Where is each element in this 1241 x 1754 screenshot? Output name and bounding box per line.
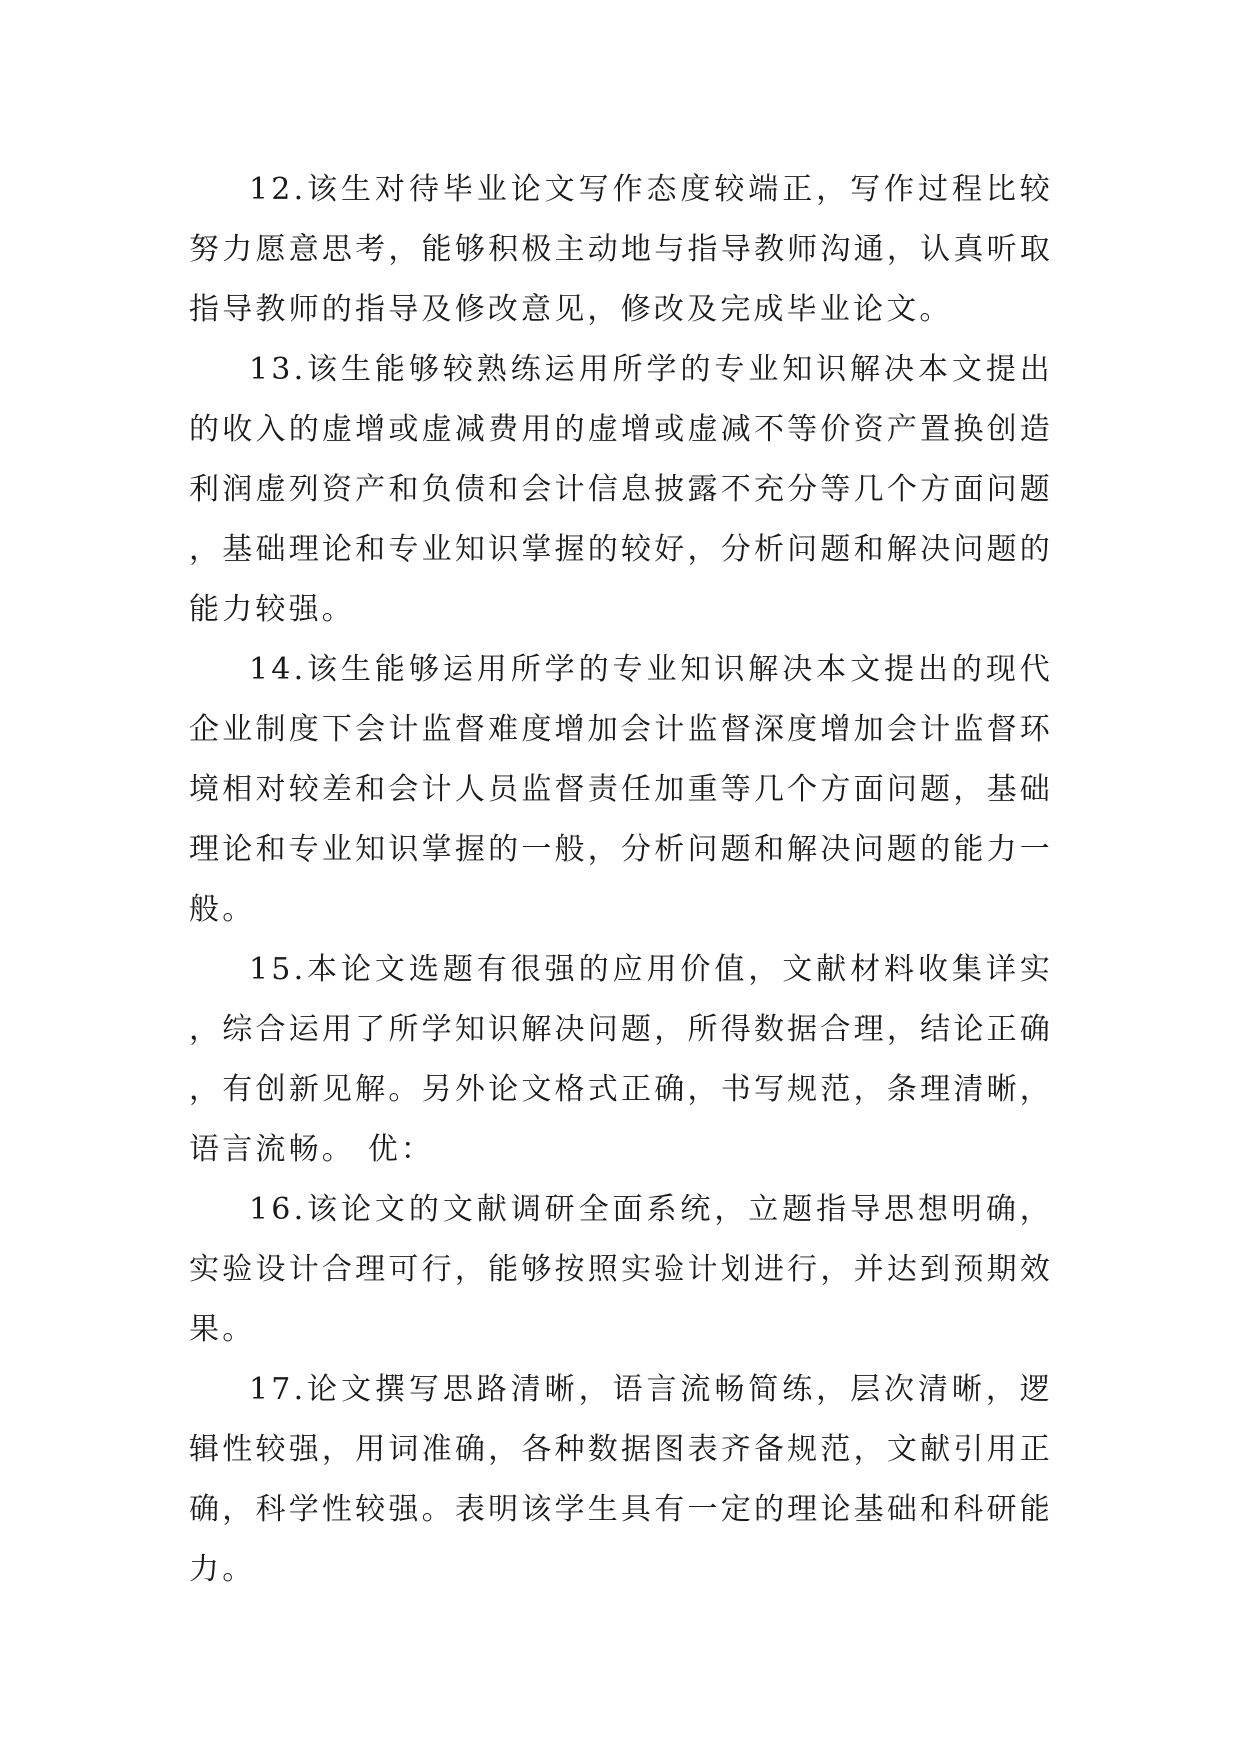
paragraph-number: 17. <box>249 1372 307 1407</box>
paragraph-13 <box>189 340 1053 640</box>
paragraph-15 <box>189 940 1053 1180</box>
paragraph-text: 本论文选题有很强的应用价值，文献材料收集详实，综合运用了所学知识解决问题，所得数据合理，结论正确，有创新见解。另外论文格式正确，书写规范，条理清晰，语言流畅。 优： <box>189 952 1053 1167</box>
paragraph-12 <box>189 160 1053 340</box>
paragraph-17 <box>189 1360 1053 1600</box>
paragraph-text: 该论文的文献调研全面系统，立题指导思想明确，实验设计合理可行，能够按照实验计划进行，并达到预期效果。 <box>189 1192 1053 1347</box>
paragraph-text: 该生对待毕业论文写作态度较端正，写作过程比较努力愿意思考，能够积极主动地与指导教师沟通，认真听取指导教师的指导及修改意见，修改及完成毕业论文。 <box>189 172 1053 327</box>
paragraph-number: 14. <box>249 652 307 687</box>
paragraph-16 <box>189 1180 1053 1360</box>
document-body <box>189 160 1053 1600</box>
paragraph-number: 16. <box>249 1192 307 1227</box>
paragraph-number: 15. <box>249 952 307 987</box>
paragraph-number: 12. <box>249 172 307 207</box>
paragraph-number: 13. <box>249 352 307 387</box>
paragraph-14 <box>189 640 1053 940</box>
paragraph-text: 该生能够运用所学的专业知识解决本文提出的现代企业制度下会计监督难度增加会计监督深度增加会计监督环境相对较差和会计人员监督责任加重等几个方面问题，基础理论和专业知识掌握的一般，分析问题和解决问题的能力一般。 <box>189 652 1053 927</box>
paragraph-text: 论文撰写思路清晰，语言流畅简练，层次清晰，逻辑性较强，用词准确，各种数据图表齐备规范，文献引用正确，科学性较强。表明该学生具有一定的理论基础和科研能力。 <box>189 1372 1053 1587</box>
paragraph-text: 该生能够较熟练运用所学的专业知识解决本文提出的收入的虚增或虚减费用的虚增或虚减不等价资产置换创造利润虚列资产和负债和会计信息披露不充分等几个方面问题，基础理论和专业知识掌握的较好，分析问题和解决问题的能力较强。 <box>189 352 1053 627</box>
